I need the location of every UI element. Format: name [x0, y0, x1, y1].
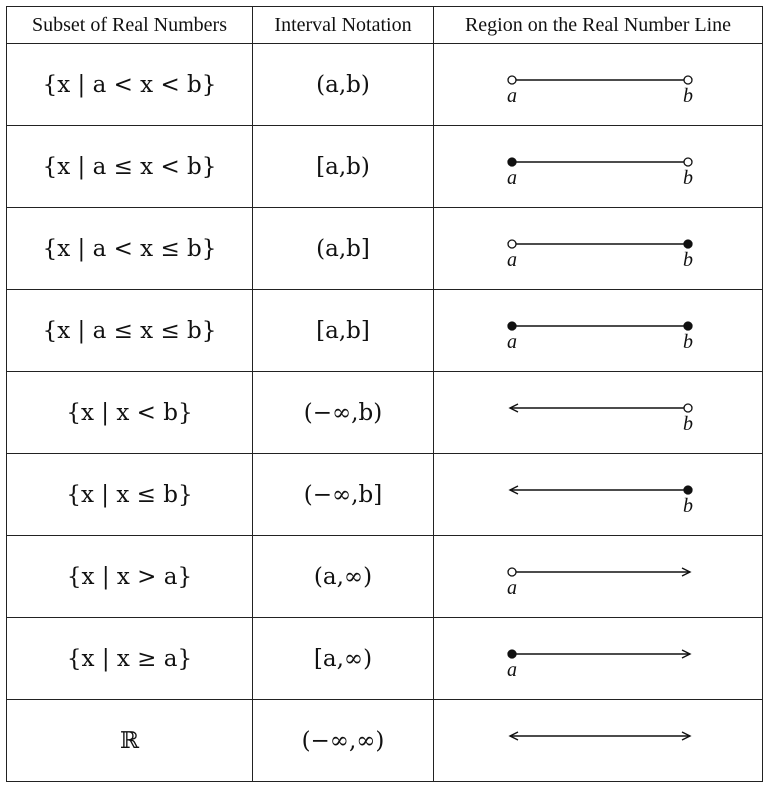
subset-cell: {x | x > a}	[7, 536, 253, 618]
left-endpoint-open	[508, 76, 516, 84]
right-endpoint-closed	[684, 322, 692, 330]
header-interval-notation: Interval Notation	[253, 7, 434, 44]
header-number-line: Region on the Real Number Line	[434, 7, 763, 44]
right-endpoint-closed	[684, 240, 692, 248]
header-row	[7, 7, 763, 44]
left-endpoint-closed	[508, 322, 516, 330]
subset-cell: {x | x ≥ a}	[7, 618, 253, 700]
label-a: a	[507, 658, 517, 681]
label-a: a	[507, 330, 517, 353]
label-a: a	[507, 576, 517, 599]
right-endpoint-open	[684, 76, 692, 84]
label-b: b	[683, 84, 693, 107]
left-endpoint-open	[508, 568, 516, 576]
subset-cell: {x | a < x ≤ b}	[7, 208, 253, 290]
label-b: b	[683, 494, 693, 517]
subset-cell: ℝ	[7, 700, 253, 782]
number-line	[468, 466, 728, 524]
number-line	[468, 548, 728, 606]
label-a: a	[507, 84, 517, 107]
subset-cell: {x | x ≤ b}	[7, 454, 253, 536]
number-line-cell	[434, 208, 763, 290]
number-line-cell	[434, 44, 763, 126]
label-a: a	[507, 248, 517, 271]
table-row	[7, 618, 763, 700]
right-endpoint-closed	[684, 486, 692, 494]
interval-notation-cell: [a,b)	[253, 126, 434, 208]
number-line	[468, 630, 728, 688]
header-subset: Subset of Real Numbers	[7, 7, 253, 44]
label-b: b	[683, 248, 693, 271]
right-endpoint-open	[684, 158, 692, 166]
table-row	[7, 700, 763, 782]
number-line	[468, 56, 728, 114]
interval-notation-cell: (a,b]	[253, 208, 434, 290]
table-row	[7, 290, 763, 372]
table-row	[7, 208, 763, 290]
label-a: a	[507, 166, 517, 189]
interval-notation-cell: (−∞,∞)	[253, 700, 434, 782]
table-row	[7, 126, 763, 208]
interval-notation-cell: (a,∞)	[253, 536, 434, 618]
number-line-cell	[434, 536, 763, 618]
left-endpoint-closed	[508, 158, 516, 166]
left-endpoint-closed	[508, 650, 516, 658]
number-line-cell	[434, 454, 763, 536]
number-line	[468, 138, 728, 196]
right-endpoint-open	[684, 404, 692, 412]
table-row	[7, 372, 763, 454]
number-line	[468, 712, 728, 770]
left-endpoint-open	[508, 240, 516, 248]
table-row	[7, 44, 763, 126]
number-line-cell	[434, 126, 763, 208]
interval-notation-cell: (−∞,b]	[253, 454, 434, 536]
number-line-cell	[434, 290, 763, 372]
interval-notation-cell: (a,b)	[253, 44, 434, 126]
subset-cell: {x | a ≤ x < b}	[7, 126, 253, 208]
label-b: b	[683, 166, 693, 189]
label-b: b	[683, 330, 693, 353]
number-line	[468, 302, 728, 360]
number-line-cell	[434, 372, 763, 454]
subset-cell: {x | a < x < b}	[7, 44, 253, 126]
number-line-cell	[434, 700, 763, 782]
interval-notation-cell: (−∞,b)	[253, 372, 434, 454]
label-b: b	[683, 412, 693, 435]
interval-table	[6, 6, 763, 782]
table-row	[7, 454, 763, 536]
number-line-cell	[434, 618, 763, 700]
interval-notation-cell: [a,∞)	[253, 618, 434, 700]
interval-notation-cell: [a,b]	[253, 290, 434, 372]
subset-cell: {x | a ≤ x ≤ b}	[7, 290, 253, 372]
table-row	[7, 536, 763, 618]
number-line	[468, 220, 728, 278]
number-line	[468, 384, 728, 442]
subset-cell: {x | x < b}	[7, 372, 253, 454]
